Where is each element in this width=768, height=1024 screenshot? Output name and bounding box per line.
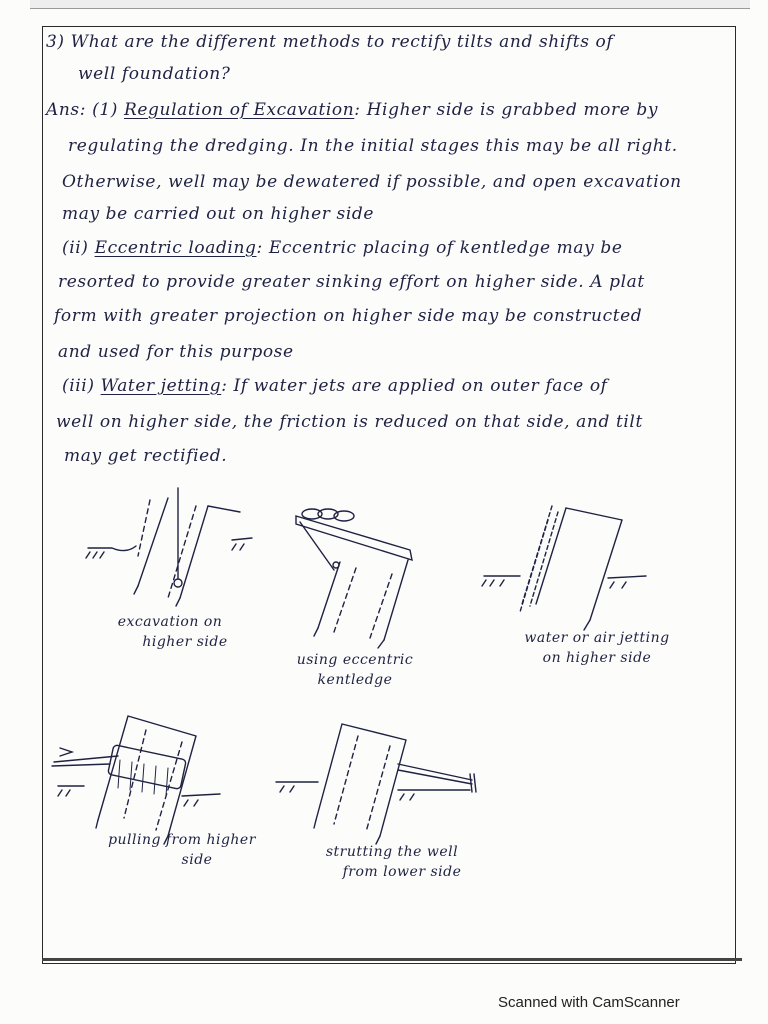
caption-water-jetting: water or air jetting on higher side — [524, 630, 670, 666]
answer-line-3: Otherwise, well may be dewatered if possible, and open excavation — [62, 172, 682, 192]
sketch-excavation-on-higher-side — [86, 488, 252, 606]
answer-line-9: (iii) Water jetting: If water jets are applied on outer face of — [62, 376, 608, 396]
answer-line-11: may get rectified. — [64, 446, 228, 466]
caption-excavation: excavation on higher side — [117, 614, 228, 650]
question-text-cont: well foundation? — [78, 64, 231, 84]
sketch-water-or-air-jetting — [482, 506, 646, 630]
answer-line-5: (ii) Eccentric loading: Eccentric placing of kentledge may be — [62, 238, 623, 258]
caption-strutting: strutting the well from lower side — [325, 844, 462, 880]
answer-line-6: resorted to provide greater sinking effort on higher side. A plat — [58, 272, 645, 292]
sketch-pulling-from-higher-side — [52, 716, 220, 844]
caption-eccentric-kentledge: using eccentric kentledge — [296, 652, 414, 688]
sketch-strutting-from-lower-side — [276, 724, 476, 844]
answer-line-1: Ans: (1) Regulation of Excavation: Higher side is grabbed more by — [46, 100, 659, 120]
answer-line-4: may be carried out on higher side — [62, 204, 375, 224]
camscanner-watermark: Scanned with CamScanner — [498, 994, 680, 1011]
heading-water-jetting: Water jetting — [100, 376, 222, 396]
sketch-eccentric-kentledge — [296, 509, 412, 648]
answer-line-7: form with greater projection on higher side may be constructed — [54, 306, 643, 326]
heading-eccentric-loading: Eccentric loading — [94, 238, 257, 258]
answer-line-10: well on higher side, the friction is reduced on that side, and tilt — [56, 412, 643, 432]
answer-line-8: and used for this purpose — [58, 342, 294, 362]
heading-regulation-of-excavation: Regulation of Excavation — [124, 100, 355, 120]
question-text: 3) What are the different methods to rectify tilts and shifts of — [46, 32, 614, 52]
caption-pulling: pulling from higher side — [108, 832, 256, 868]
answer-line-2: regulating the dredging. In the initial stages this may be all right. — [68, 136, 678, 156]
